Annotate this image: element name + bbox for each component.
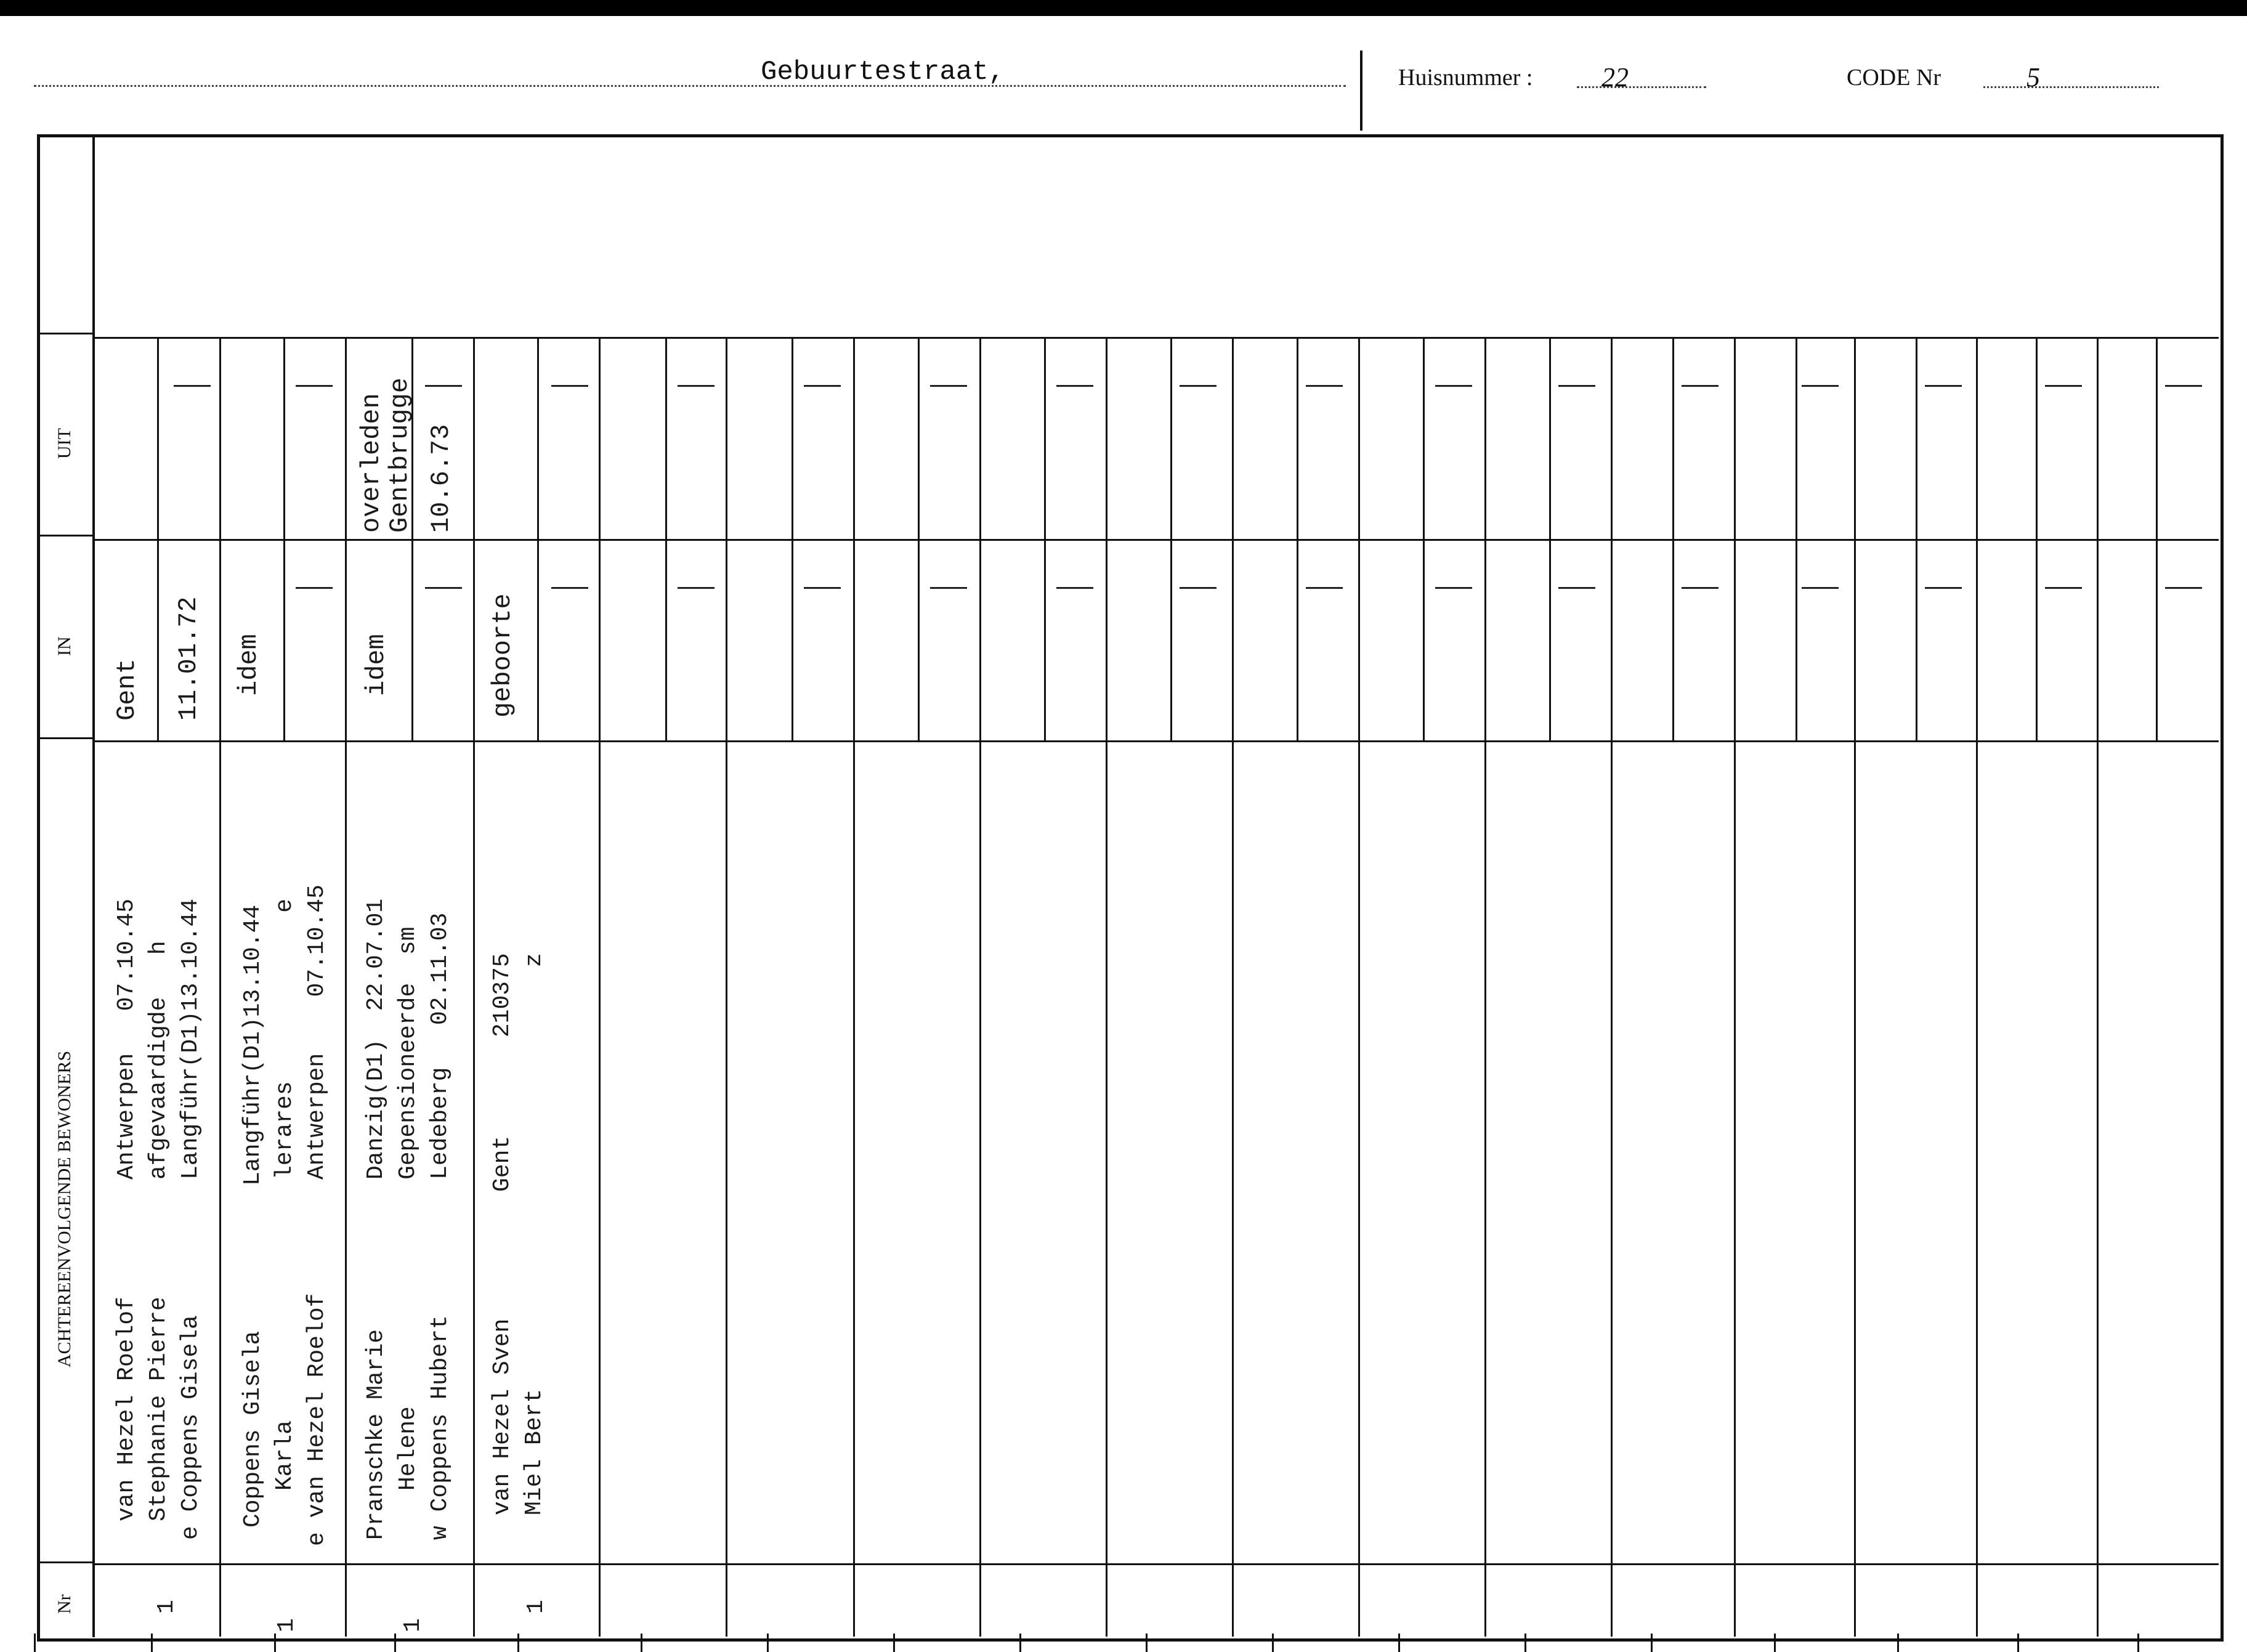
col-line (1734, 337, 1736, 1637)
entry-3-nr: 1 (400, 1618, 426, 1632)
edge-tick (1019, 1634, 1021, 1652)
entry-2-name: Coppens Gisela (240, 1330, 266, 1528)
empty-dash (1180, 385, 1217, 387)
subcol-line (1297, 337, 1298, 740)
col-line (599, 337, 601, 1637)
edge-tick (34, 1634, 36, 1652)
entry-1-detail: Langführ(D1)13.10.44 (177, 898, 204, 1180)
empty-dash (1180, 587, 1217, 589)
street-dotted-line (34, 85, 1346, 87)
entry-3-detail: Ledeberg 02.11.03 (427, 912, 453, 1180)
edge-tick (1774, 1634, 1776, 1652)
col-line (1232, 337, 1234, 1637)
label-nr: Nr (54, 1594, 75, 1614)
entry-3-name: w Coppens Hubert (427, 1315, 453, 1540)
col-line (726, 337, 727, 1637)
subcol-line (1796, 337, 1797, 740)
subcol-line (918, 337, 920, 740)
entry-3-out-place (357, 342, 414, 533)
empty-dash (1306, 385, 1343, 387)
entry-1-in-place: Gent (112, 658, 142, 721)
subcol-line (2036, 337, 2038, 740)
entry-3-out-place-text: overleden Gentbrugge (357, 377, 415, 533)
house-number-label: Huisnummer : (1398, 65, 1533, 91)
col-line (473, 337, 475, 1637)
header-divider (1360, 51, 1362, 131)
edge-tick (1524, 1634, 1526, 1652)
empty-dash (2045, 587, 2082, 589)
entry-3-name: Helene (395, 1406, 421, 1491)
entry-2-nr: 1 (273, 1618, 300, 1632)
subcol-line (792, 337, 793, 740)
col-line (1358, 337, 1360, 1637)
label-residents: ACHTEREENVOLGENDE BEWONERS (54, 1050, 75, 1367)
entry-2-detail: Antwerpen 07.10.45 (304, 885, 330, 1180)
entry-4-nr: 1 (523, 1600, 549, 1614)
col-line (1106, 337, 1107, 1637)
empty-dash (1682, 385, 1719, 387)
house-number-dotted-line (1577, 86, 1706, 88)
code-label: CODE Nr (1847, 65, 1941, 91)
entry-4-name: Miel Bert (521, 1388, 548, 1515)
empty-dash (1682, 587, 1719, 589)
subcol-line (283, 337, 285, 740)
edge-tick (2137, 1634, 2139, 1652)
col-line (345, 337, 347, 1637)
col-line (1611, 337, 1613, 1637)
code-dotted-line (1983, 86, 2159, 88)
col-line (1484, 337, 1486, 1637)
subcol-line (537, 337, 539, 740)
col-line (853, 337, 855, 1637)
edge-tick (893, 1634, 895, 1652)
entry-1-detail: Antwerpen 07.10.45 (113, 898, 140, 1180)
entry-2-detail: lerares e (272, 898, 298, 1180)
row-divider-residents-nr (94, 1563, 2219, 1565)
empty-dash (678, 385, 715, 387)
subcol-line (1423, 337, 1425, 740)
empty-dash (1802, 385, 1839, 387)
empty-dash (804, 385, 841, 387)
edge-tick (2017, 1634, 2019, 1652)
entry-2-name: e van Hezel Roelof (304, 1293, 330, 1546)
entry-4-in-place: geboorte (488, 593, 517, 718)
code-value: 5 (2026, 62, 2040, 92)
edge-tick (1146, 1634, 1148, 1652)
subcol-line (2156, 337, 2158, 740)
entry-4-detail: z (521, 953, 548, 1192)
empty-dash (551, 587, 588, 589)
row-divider-in-residents (94, 740, 2219, 742)
subcol-line (1672, 337, 1674, 740)
empty-dash (1558, 587, 1595, 589)
empty-dash (1558, 385, 1595, 387)
empty-dash (425, 587, 462, 589)
empty-dash (174, 385, 211, 387)
entry-4-detail: Gent 210375 (489, 953, 516, 1192)
edge-tick (274, 1634, 276, 1652)
edge-tick (767, 1634, 769, 1652)
empty-dash (296, 385, 333, 387)
empty-dash (1435, 587, 1472, 589)
col-line (979, 337, 981, 1637)
house-number-value: 22 (1601, 62, 1629, 92)
entry-1-in-date: 11.01.72 (174, 596, 203, 721)
col-line (1854, 337, 1856, 1637)
empty-dash (1056, 587, 1093, 589)
empty-dash (804, 587, 841, 589)
label-divider-2 (38, 535, 95, 536)
empty-dash (551, 385, 588, 387)
entry-3-in-place: idem (362, 634, 391, 696)
entry-4-name: van Hezel Sven (489, 1318, 516, 1515)
entry-1-detail: afgevaardigde h (145, 941, 172, 1180)
empty-dash (1435, 385, 1472, 387)
label-divider-1 (38, 333, 95, 334)
label-divider-4 (38, 1561, 95, 1563)
edge-tick (1897, 1634, 1899, 1652)
entry-3-name: Pranschke Marie (363, 1329, 389, 1540)
edge-tick (1651, 1634, 1653, 1652)
edge-tick (641, 1634, 642, 1652)
entry-2-name: Karla (272, 1420, 298, 1491)
subcol-line (665, 337, 667, 740)
label-divider-3 (38, 737, 95, 739)
label-in: IN (54, 636, 75, 656)
empty-dash (1802, 587, 1839, 589)
empty-dash (2165, 385, 2202, 387)
subcol-line (1916, 337, 1917, 740)
empty-dash (930, 587, 967, 589)
empty-dash (678, 587, 715, 589)
empty-dash (1925, 385, 1962, 387)
entry-3-out-date: 10.6.73 (426, 424, 456, 533)
subcol-line (157, 337, 159, 740)
edge-tick (1398, 1634, 1400, 1652)
entry-1-nr: 1 (153, 1600, 180, 1614)
subcol-line (1044, 337, 1046, 740)
top-edge-bar (0, 0, 2247, 16)
entry-2-detail: Langführ(D1)13.10.44 (240, 904, 266, 1186)
empty-dash (425, 385, 462, 387)
empty-dash (2045, 385, 2082, 387)
edge-tick (394, 1634, 396, 1652)
entry-1-name: Stephanie Pierre (145, 1297, 172, 1521)
label-column-line (92, 136, 95, 1637)
entry-3-detail: Danzig(D1) 22.07.01 (363, 898, 389, 1180)
col-line (219, 337, 221, 1637)
street-name: Gebuurtestraat, (761, 57, 1005, 87)
label-uit: UIT (54, 428, 75, 459)
empty-dash (1056, 385, 1093, 387)
empty-dash (296, 587, 333, 589)
empty-dash (1925, 587, 1962, 589)
empty-dash (930, 385, 967, 387)
empty-dash (1306, 587, 1343, 589)
subcol-line (1170, 337, 1172, 740)
entry-3-detail: Gepensioneerde sm (395, 926, 421, 1180)
entry-2-in-place: idem (234, 634, 264, 696)
col-line (1976, 337, 1978, 1637)
empty-dash (2165, 587, 2202, 589)
entry-1-name: e Coppens Gisela (177, 1315, 204, 1540)
subcol-line (1549, 337, 1551, 740)
edge-tick (151, 1634, 153, 1652)
edge-tick (517, 1634, 519, 1652)
entry-1-name: van Hezel Roelof (113, 1297, 140, 1521)
col-line (2097, 337, 2099, 1637)
edge-tick (1272, 1634, 1274, 1652)
